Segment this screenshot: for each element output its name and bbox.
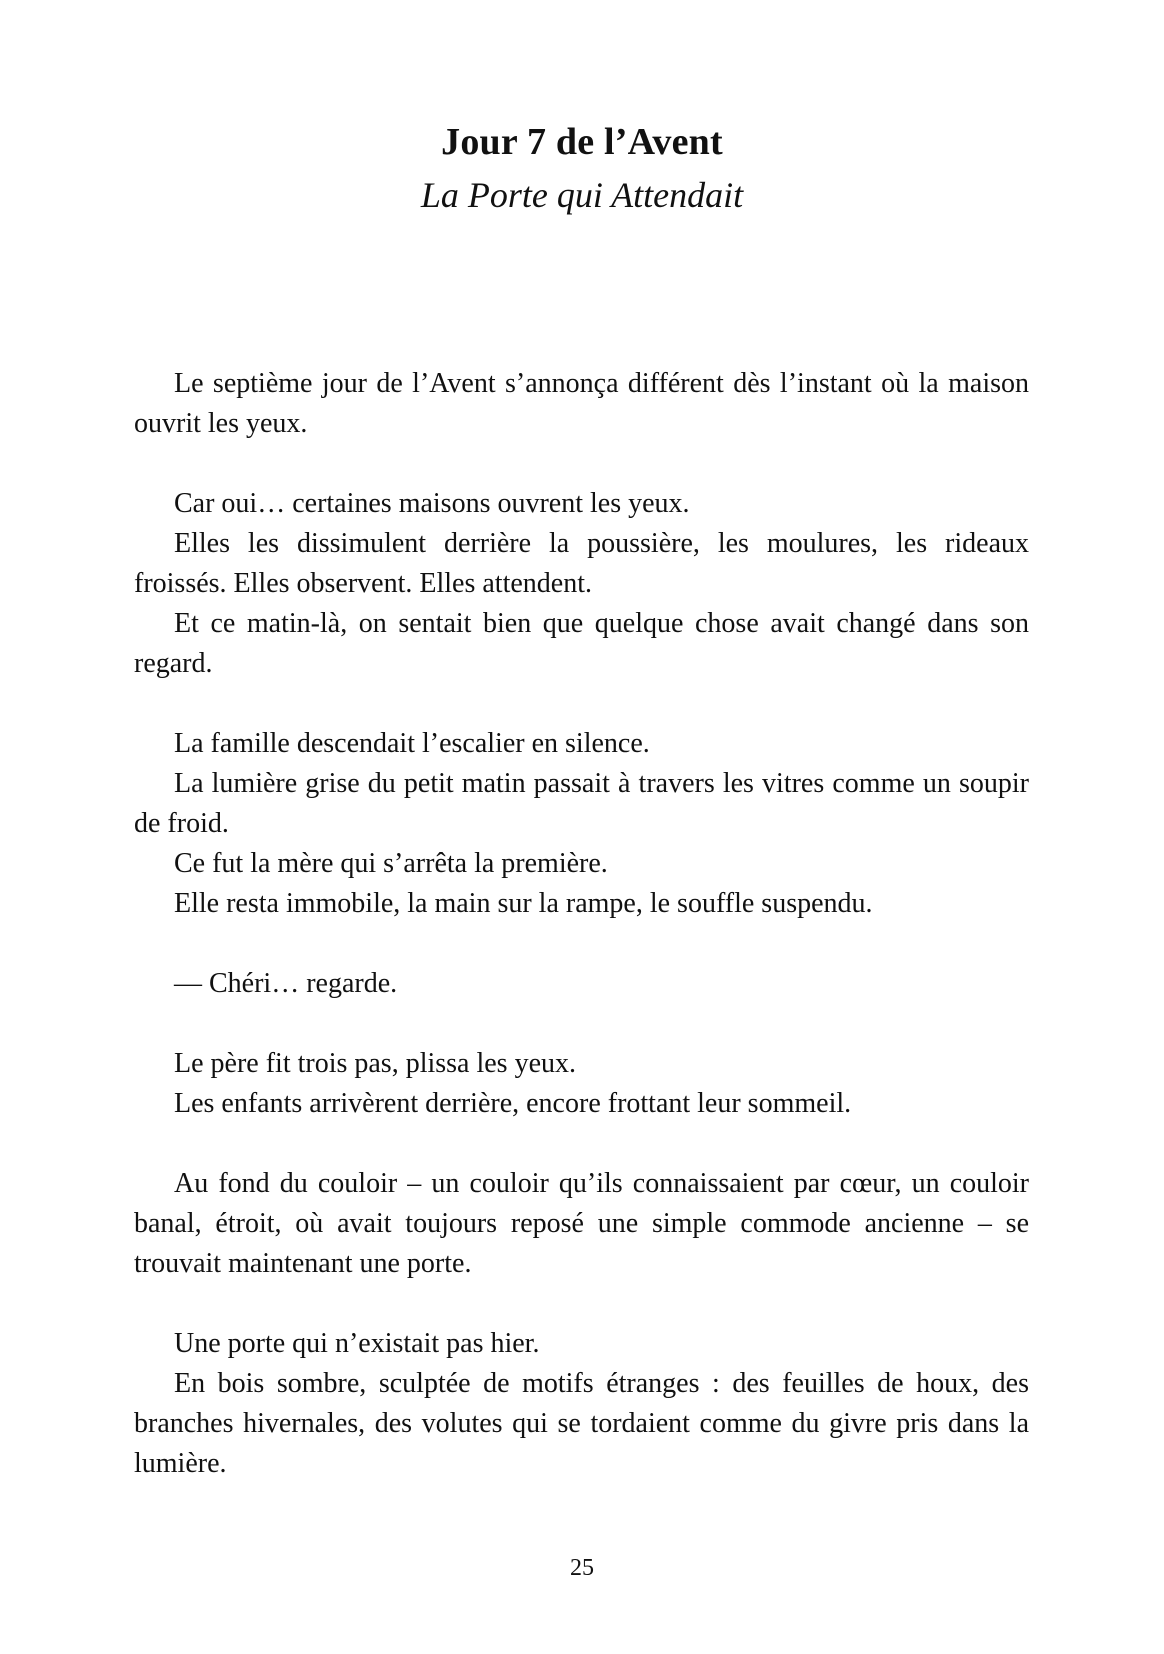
paragraph: Le septième jour de l’Avent s’annonça différent dès l’instant où la maison ouvrit les yeux. (134, 368, 1029, 439)
paragraph: Elles les dissimulent derrière la poussière, les moulures, les rideaux froissés. Elles observent. Elles attendent. (134, 528, 1029, 599)
chapter-title: Jour 7 de l’Avent (441, 121, 723, 163)
paragraph: Les enfants arrivèrent derrière, encore frottant leur sommeil. (174, 1088, 852, 1119)
paragraph: — Chéri… regarde. (174, 968, 398, 999)
chapter-body (134, 364, 1029, 1484)
paragraph: Le père fit trois pas, plissa les yeux. (174, 1048, 577, 1079)
paragraph: Et ce matin-là, on sentait bien que quelque chose avait changé dans son regard. (134, 608, 1029, 679)
paragraph: Une porte qui n’existait pas hier. (174, 1328, 540, 1359)
chapter-subtitle: La Porte qui Attendait (420, 175, 744, 215)
paragraph: Ce fut la mère qui s’arrêta la première. (174, 848, 608, 879)
paragraph: La famille descendait l’escalier en silence. (174, 728, 650, 759)
paragraph: Au fond du couloir – un couloir qu’ils connaissaient par cœur, un couloir banal, étroit, où avait toujours reposé une simple commode ancienne – se trouvait maintenant une porte. (134, 1168, 1029, 1279)
paragraph: En bois sombre, sculptée de motifs étranges : des feuilles de houx, des branches hivernales, des volutes qui se tordaient comme du givre pris dans la lumière. (134, 1368, 1029, 1479)
page-number: 25 (570, 1555, 594, 1581)
paragraph: Elle resta immobile, la main sur la rampe, le souffle suspendu. (174, 888, 873, 919)
paragraph: La lumière grise du petit matin passait à travers les vitres comme un soupir de froid. (134, 768, 1029, 839)
paragraph: Car oui… certaines maisons ouvrent les yeux. (174, 488, 690, 519)
